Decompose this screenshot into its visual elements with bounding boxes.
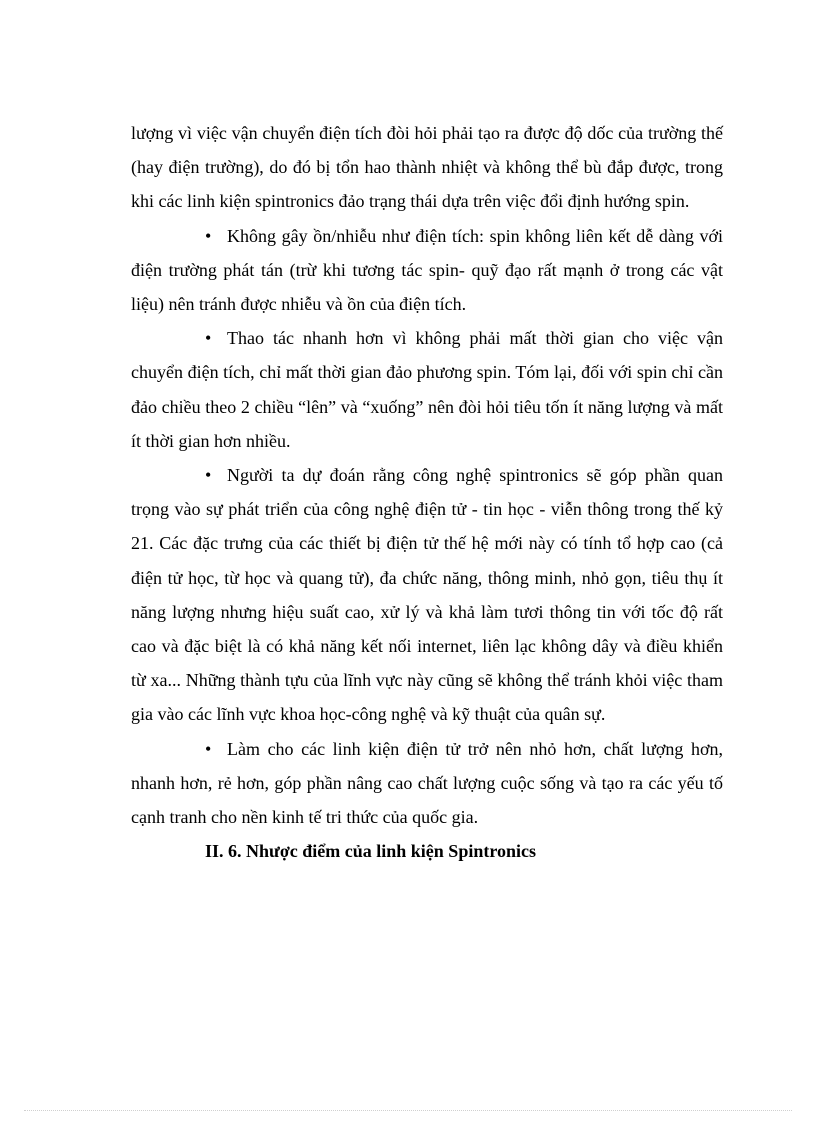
- bullet-icon: •: [205, 328, 212, 349]
- page-bottom-divider: [24, 1110, 792, 1111]
- bullet-icon: •: [205, 738, 212, 759]
- bullet-paragraph-prediction: [131, 458, 723, 732]
- bullet-text: Người ta dự đoán rằng công nghệ spintronics sẽ góp phần quan trọng vào sự phát triển của công nghệ điện tử - tin học - viễn thông trong thế kỷ 21. Các đặc trưng của các thiết bị điện tử thế hệ mới này có tính tổ hợp cao (cả điện tử học, từ học và quang tử), đa chức năng, thông minh, nhỏ gọn, tiêu thụ ít năng lượng nhưng hiệu suất cao, xử lý và khả làm tươi thông tin với tốc độ rất cao và đặc biệt là có khả năng kết nối internet, liên lạc không dây và điều khiển từ xa... Những thành tựu của lĩnh vực này cũng sẽ không thể tránh khỏi việc tham gia vào các lĩnh vực khoa học-công nghệ và kỹ thuật của quân sự.: [131, 465, 723, 725]
- bullet-paragraph-noise: [131, 219, 723, 322]
- bullet-paragraph-speed: [131, 321, 723, 458]
- bullet-icon: •: [205, 225, 212, 246]
- bullet-text: Làm cho các linh kiện điện tử trở nên nhỏ hơn, chất lượng hơn, nhanh hơn, rẻ hơn, góp phần nâng cao chất lượng cuộc sống và tạo ra các yếu tố cạnh tranh cho nền kinh tế tri thức của quốc gia.: [131, 738, 723, 828]
- bullet-text: Không gây ồn/nhiễu như điện tích: spin không liên kết dễ dàng với điện trường phát tán (trừ khi tương tác spin- quỹ đạo rất mạnh ở trong các vật liệu) nên tránh được nhiễu và ồn của điện tích.: [131, 225, 723, 315]
- document-page: [131, 116, 723, 868]
- bullet-text: Thao tác nhanh hơn vì không phải mất thời gian cho việc vận chuyển điện tích, chỉ mất thời gian đảo phương spin. Tóm lại, đối với spin chỉ cần đảo chiều theo 2 chiều “lên” và “xuống” nên đòi hỏi tiêu tốn ít năng lượng và mất ít thời gian hơn nhiều.: [131, 328, 723, 451]
- paragraph-continuation: lượng vì việc vận chuyển điện tích đòi hỏi phải tạo ra được độ dốc của trường thế (hay điện trường), do đó bị tổn hao thành nhiệt và không thể bù đắp được, trong khi các linh kiện spintronics đảo trạng thái dựa trên việc đổi định hướng spin.: [131, 123, 723, 212]
- bullet-paragraph-smaller: [131, 732, 723, 835]
- section-heading: II. 6. Nhược điểm của linh kiện Spintronics: [205, 841, 537, 862]
- bullet-icon: •: [205, 465, 212, 486]
